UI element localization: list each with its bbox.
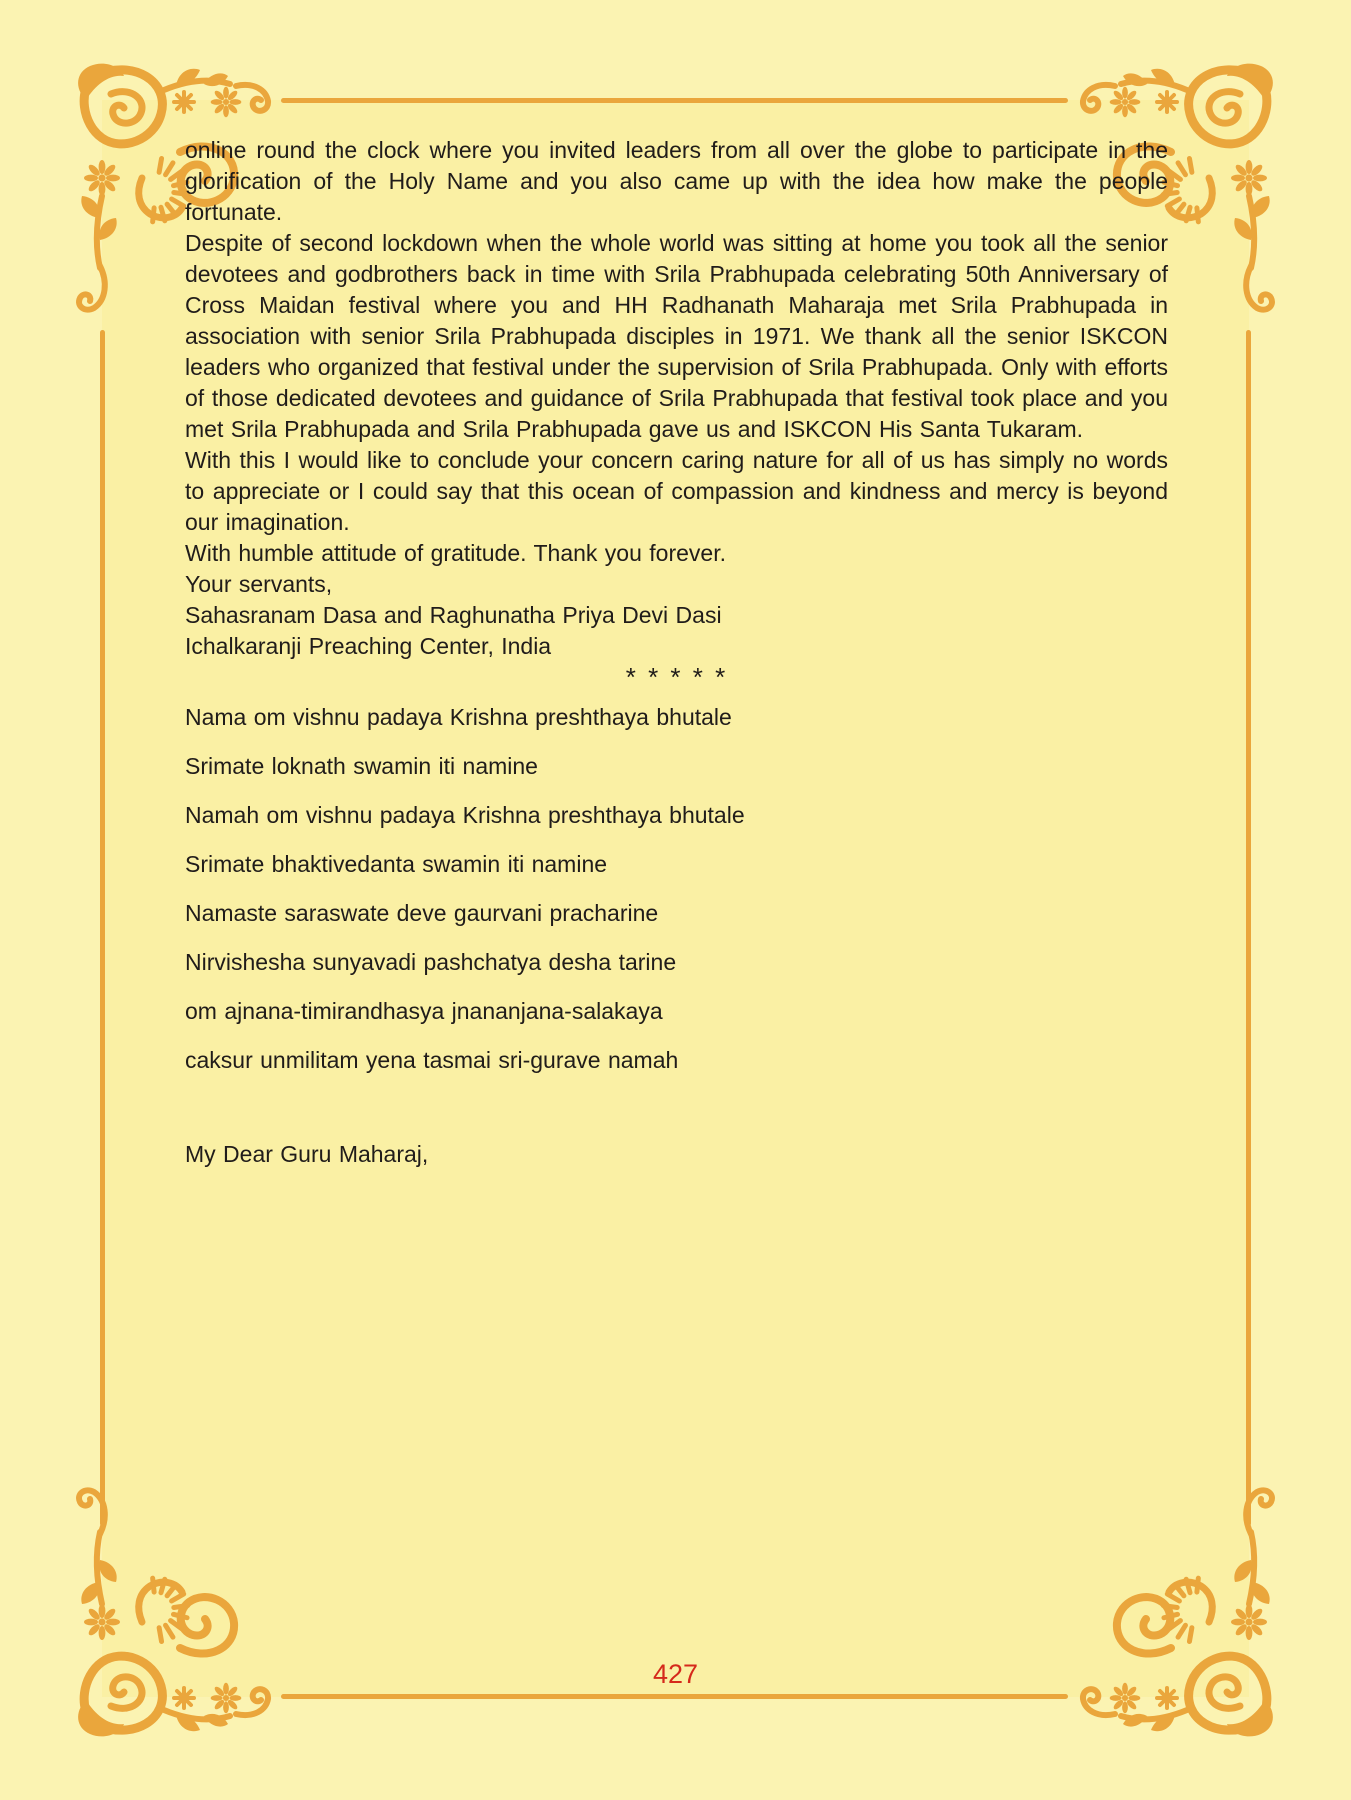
letter-paragraph: Despite of second lockdown when the whole world was sitting at home you took all the senior devotees and godbrothers back in time with Srila Prabhupada celebrating 50th Anniversary of Cross Maidan festival where you and HH Radhanath Maharaja met Srila Prabhupada in association with senior Srila Prabhupada disciples in 1971. We thank all the senior ISKCON leaders who organized that festival under the supervision of Srila Prabhupada. Only with efforts of those dedicated devotees and guidance of Srila Prabhupada that festival took place and you met Srila Prabhupada and Srila Prabhupada gave us and ISKCON His Santa Tukaram. — [185, 230, 1168, 442]
verse-line: Srimate bhaktivedanta swamin iti namine — [185, 851, 608, 877]
page-number: 427 — [652, 1659, 699, 1689]
closing-line: With humble attitude of gratitude. Thank you forever. — [185, 540, 726, 566]
frame-line-top — [281, 98, 1068, 103]
invocation-verse — [185, 693, 1168, 1085]
signatories-line: Sahasranam Dasa and Raghunatha Priya Devi Dasi — [185, 602, 722, 628]
section-separator: * * * * * — [625, 662, 728, 692]
frame-line-right — [1246, 330, 1251, 1526]
verse-line: Nama om vishnu padaya Krishna preshthaya bhutale — [185, 704, 732, 730]
letter-paragraph: online round the clock where you invited leaders from all over the globe to participate in the glorification of the Holy Name and you also came up with the idea how make the people fortunate. — [185, 137, 1168, 225]
verse-line: Namaste saraswate deve gaurvani pracharine — [185, 900, 659, 926]
salutation-line: My Dear Guru Maharaj, — [185, 1141, 429, 1167]
verse-line: om ajnana-timirandhasya jnananjana-salakaya — [185, 998, 663, 1024]
verse-line: caksur unmilitam yena tasmai sri-gurave namah — [185, 1047, 679, 1073]
frame-line-bottom — [281, 1694, 1068, 1699]
letter-body — [185, 135, 1168, 1170]
letter-paragraph: With this I would like to conclude your concern caring nature for all of us has simply no words to appreciate or I could say that this ocean of compassion and kindness and mercy is beyond our imagination. — [185, 447, 1168, 535]
verse-line: Namah om vishnu padaya Krishna preshthaya bhutale — [185, 802, 745, 828]
frame-line-left — [100, 330, 105, 1526]
corner-ornament-bottom-right — [1069, 1468, 1287, 1740]
location-line: Ichalkaranji Preaching Center, India — [185, 633, 552, 659]
verse-line: Srimate loknath swamin iti namine — [185, 753, 538, 779]
corner-ornament-bottom-left — [64, 1468, 282, 1740]
verse-line: Nirvishesha sunyavadi pashchatya desha tarine — [185, 949, 677, 975]
signoff-line: Your servants, — [185, 571, 333, 597]
